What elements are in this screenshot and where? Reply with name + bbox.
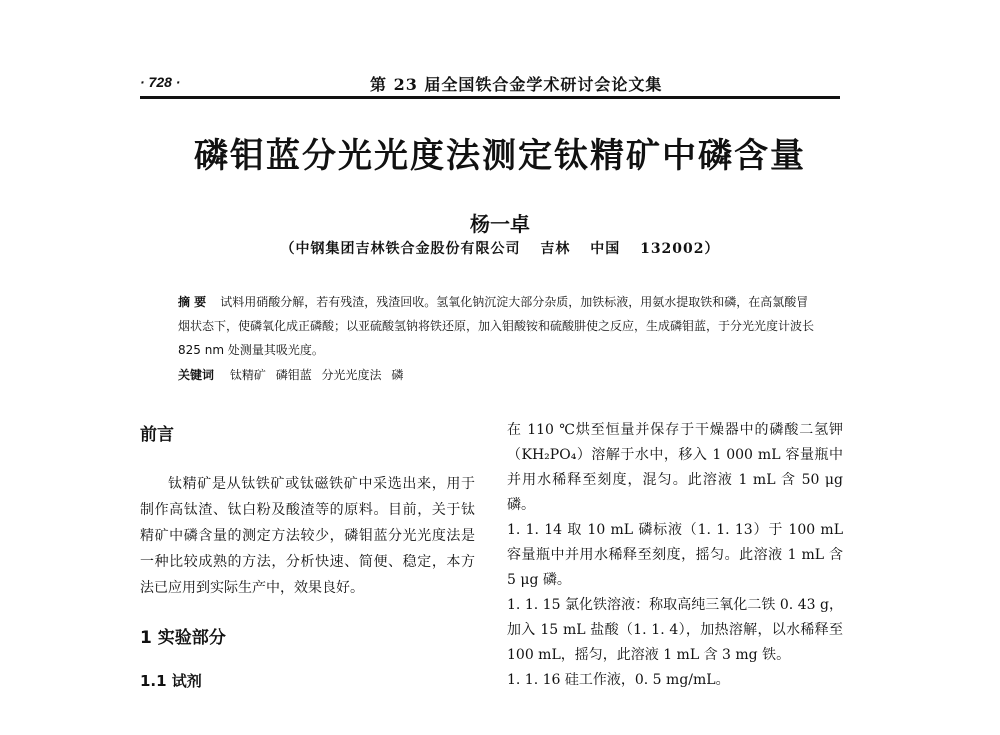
left-column	[140, 420, 475, 691]
body-paragraph: 1. 1. 15 氯化铁溶液：称取高纯三氧化二铁 0. 43 g，加入 15 mL 盐酸（1. 1. 4），加热溶解，以水稀释至 100 mL，摇匀，此溶液 1 mL 含 3 mg 铁。	[507, 597, 843, 663]
paper-title: 磷钼蓝分光光度法测定钛精矿中磷含量	[194, 136, 806, 176]
keyword: 分光光度法	[321, 368, 382, 382]
section-1-heading: 1 实验部分	[140, 628, 226, 648]
keywords-label: 关键词	[178, 368, 215, 382]
right-column	[507, 418, 843, 693]
page-number: · 728 ·	[140, 74, 181, 90]
affiliation: （中钢集团吉林铁合金股份有限公司 吉林 中国 132002）	[280, 241, 720, 257]
body-paragraph: 1. 1. 16 硅工作液，0. 5 mg/mL。	[507, 672, 730, 688]
keyword: 磷	[391, 368, 404, 382]
section-1-1-heading: 1.1 试剂	[140, 672, 202, 690]
abstract-text: 试料用硝酸分解，若有残渣，残渣回收。氢氧化钠沉淀大部分杂质，加铁标液，用氨水提取铁和磷，在高氯酸冒烟状态下，使磷氧化成正磷酸；以亚硫酸氢钠将铁还原，加入钼酸铵和硫酸肼使之反应，生成磷钼蓝，于分光光度计波长 825 nm 处测量其吸光度。	[178, 295, 815, 357]
abstract	[178, 290, 820, 362]
keywords	[178, 366, 820, 383]
preface-paragraph: 钛精矿是从钛铁矿或钛磁铁矿中采选出来，用于制作高钛渣、钛白粉及酸渣等的原料。目前，关于钛精矿中磷含量的测定方法较少，磷钼蓝分光光度法是一种比较成熟的方法，分析快速、简便、稳定，本方法已应用到实际生产中，效果良好。	[140, 476, 475, 596]
body-paragraph: 1. 1. 14 取 10 mL 磷标液（1. 1. 13）于 100 mL 容量瓶中并用水稀释至刻度，摇匀。此溶液 1 mL 含 5 μg 磷。	[507, 522, 843, 588]
preface-heading: 前言	[140, 425, 174, 445]
body-paragraph: 在 110 ℃烘至恒量并保存于干燥器中的磷酸二氢钾（KH₂PO₄）溶解于水中，移入 1 000 mL 容量瓶中并用水稀释至刻度，混匀。此溶液 1 mL 含 50 μg 磷。	[507, 422, 843, 513]
header-rule	[140, 96, 840, 99]
abstract-label: 摘 要	[178, 295, 207, 309]
keyword: 磷钼蓝	[275, 368, 312, 382]
running-head: 第 23 届全国铁合金学术研讨会论文集	[370, 75, 663, 94]
author: 杨一卓	[470, 212, 530, 236]
keyword: 钛精矿	[229, 368, 266, 382]
